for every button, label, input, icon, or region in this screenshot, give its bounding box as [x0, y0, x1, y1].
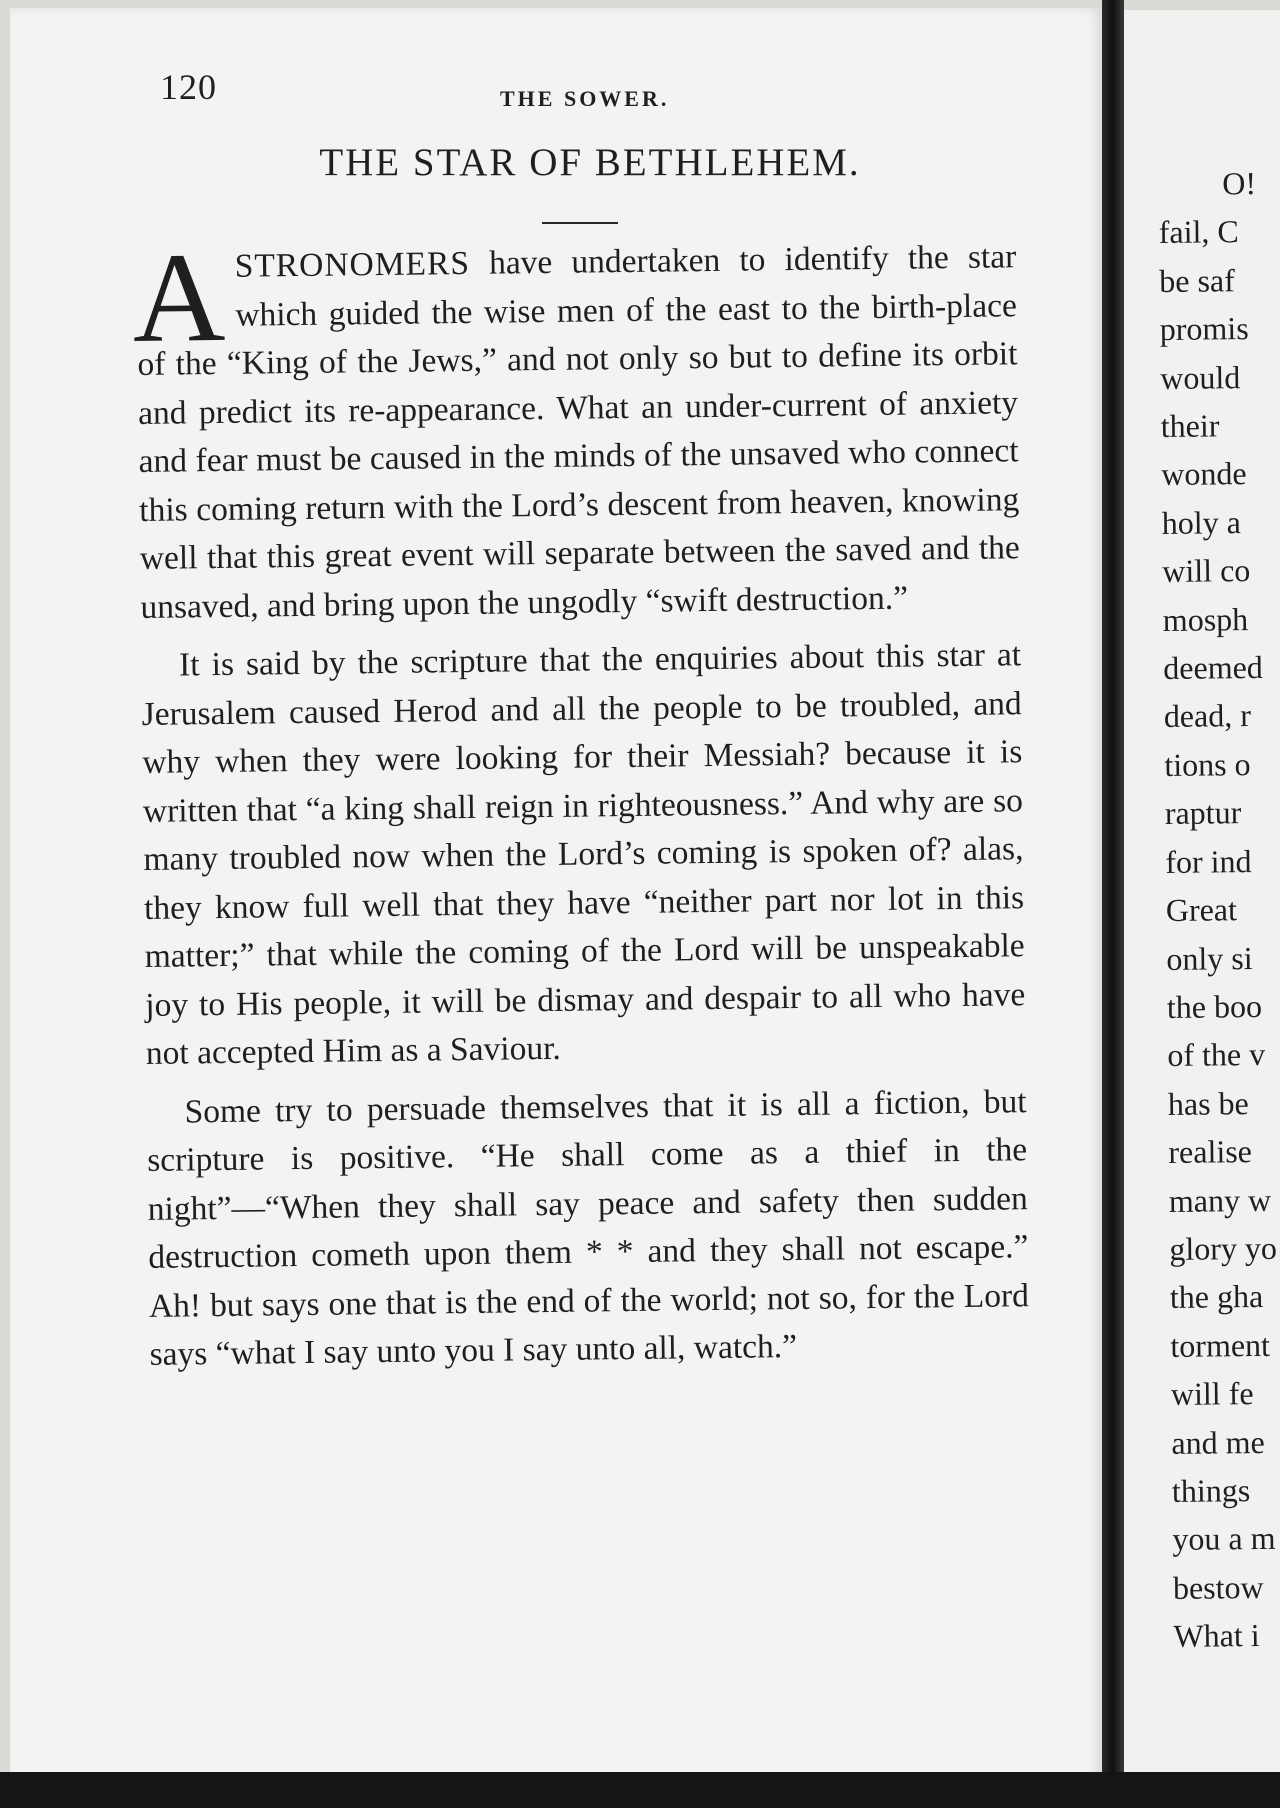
right-page-line: for ind — [1165, 842, 1252, 880]
right-page-line: the boo — [1166, 987, 1263, 1025]
right-page-line: many w — [1168, 1181, 1272, 1219]
right-page-line: of the v — [1167, 1036, 1266, 1074]
right-page-line: would — [1160, 358, 1241, 396]
right-page-line: glory yo — [1169, 1229, 1278, 1267]
right-page-line: tions o — [1164, 745, 1251, 783]
title-rule — [542, 222, 618, 224]
right-page-column — [1158, 156, 1280, 1661]
page-number: 120 — [160, 67, 217, 107]
right-page-line: you a m — [1172, 1520, 1276, 1558]
right-page — [1124, 10, 1280, 1790]
paragraph-2: It is said by the scripture that the enquiries about this star at Jerusalem caused Herod and all the people to be troubled, and why when they were looking for their Messiah? because it is written that “a king shall reign in righteousness.” And why are so many troubled now when the Lord’s coming is spoken of? alas, they know full well that they have “neither part nor lot in this matter;” that while the coming of the Lord will be unspeakable joy to His people, it will be dismay and despair to all who have not accepted Him as a Saviour. — [141, 636, 1026, 1072]
drop-cap: A — [131, 225, 226, 370]
right-page-line: deemed — [1163, 648, 1264, 687]
right-page-line: holy a — [1161, 503, 1242, 541]
left-page — [10, 8, 1102, 1788]
right-page-line: only si — [1166, 939, 1253, 977]
scan-bottom-edge — [0, 1772, 1280, 1808]
article-title: THE STAR OF BETHLEHEM. — [319, 141, 861, 184]
right-page-line: O! — [1222, 164, 1257, 202]
right-page-line: things — [1171, 1472, 1251, 1509]
right-page-line: has be — [1167, 1084, 1249, 1122]
book-gutter — [1102, 0, 1124, 1808]
article-body — [131, 225, 1030, 1379]
right-page-line: Great — [1165, 891, 1238, 929]
right-page-line: will fe — [1170, 1375, 1254, 1413]
right-page-line: and me — [1171, 1423, 1265, 1461]
right-page-line: fail, C — [1158, 213, 1239, 251]
right-page-line: torment — [1170, 1326, 1271, 1364]
right-page-line: What i — [1173, 1617, 1260, 1655]
right-page-line: mosph — [1162, 600, 1249, 638]
right-page-line: promis — [1159, 310, 1249, 348]
paragraph-3: Some try to persuade themselves that it is all a fiction, but scripture is positive. “He shall come as a thief in the night”—“When they shall say peace and safety then sudden destruction cometh upon them * * and they shall not escape.” Ah! but says one that is the end of the world; not so, for the Lord says “what I say unto you I say unto all, watch.” — [146, 1082, 1030, 1373]
paragraph-1-text: have undertaken to identify the star which guided the wise men of the east to the birth-place of the “King of the Jews,” and not only so but to define its orbit and predict its re-appearance. What an under-current of anxiety and fear must be caused in the minds of the unsaved who connect this coming return with the Lord’s descent from heaven, knowing well that this great event will separate between the saved and the unsaved, and bring upon the ungodly “swift destruction.” — [137, 238, 1021, 626]
right-page-line: wonde — [1161, 455, 1247, 493]
right-page-line: be saf — [1159, 262, 1235, 299]
right-page-line: raptur — [1164, 794, 1242, 832]
right-page-line: bestow — [1172, 1568, 1264, 1606]
right-page-line: will co — [1162, 552, 1251, 590]
right-page-line: their — [1160, 407, 1220, 445]
paragraph-1 — [131, 225, 1021, 632]
right-page-line: the gha — [1169, 1278, 1264, 1316]
running-head: THE SOWER. — [500, 86, 670, 111]
first-word: STRONOMERS — [234, 244, 471, 285]
right-page-line: realise — [1168, 1133, 1253, 1171]
right-page-line: dead, r — [1163, 697, 1252, 735]
